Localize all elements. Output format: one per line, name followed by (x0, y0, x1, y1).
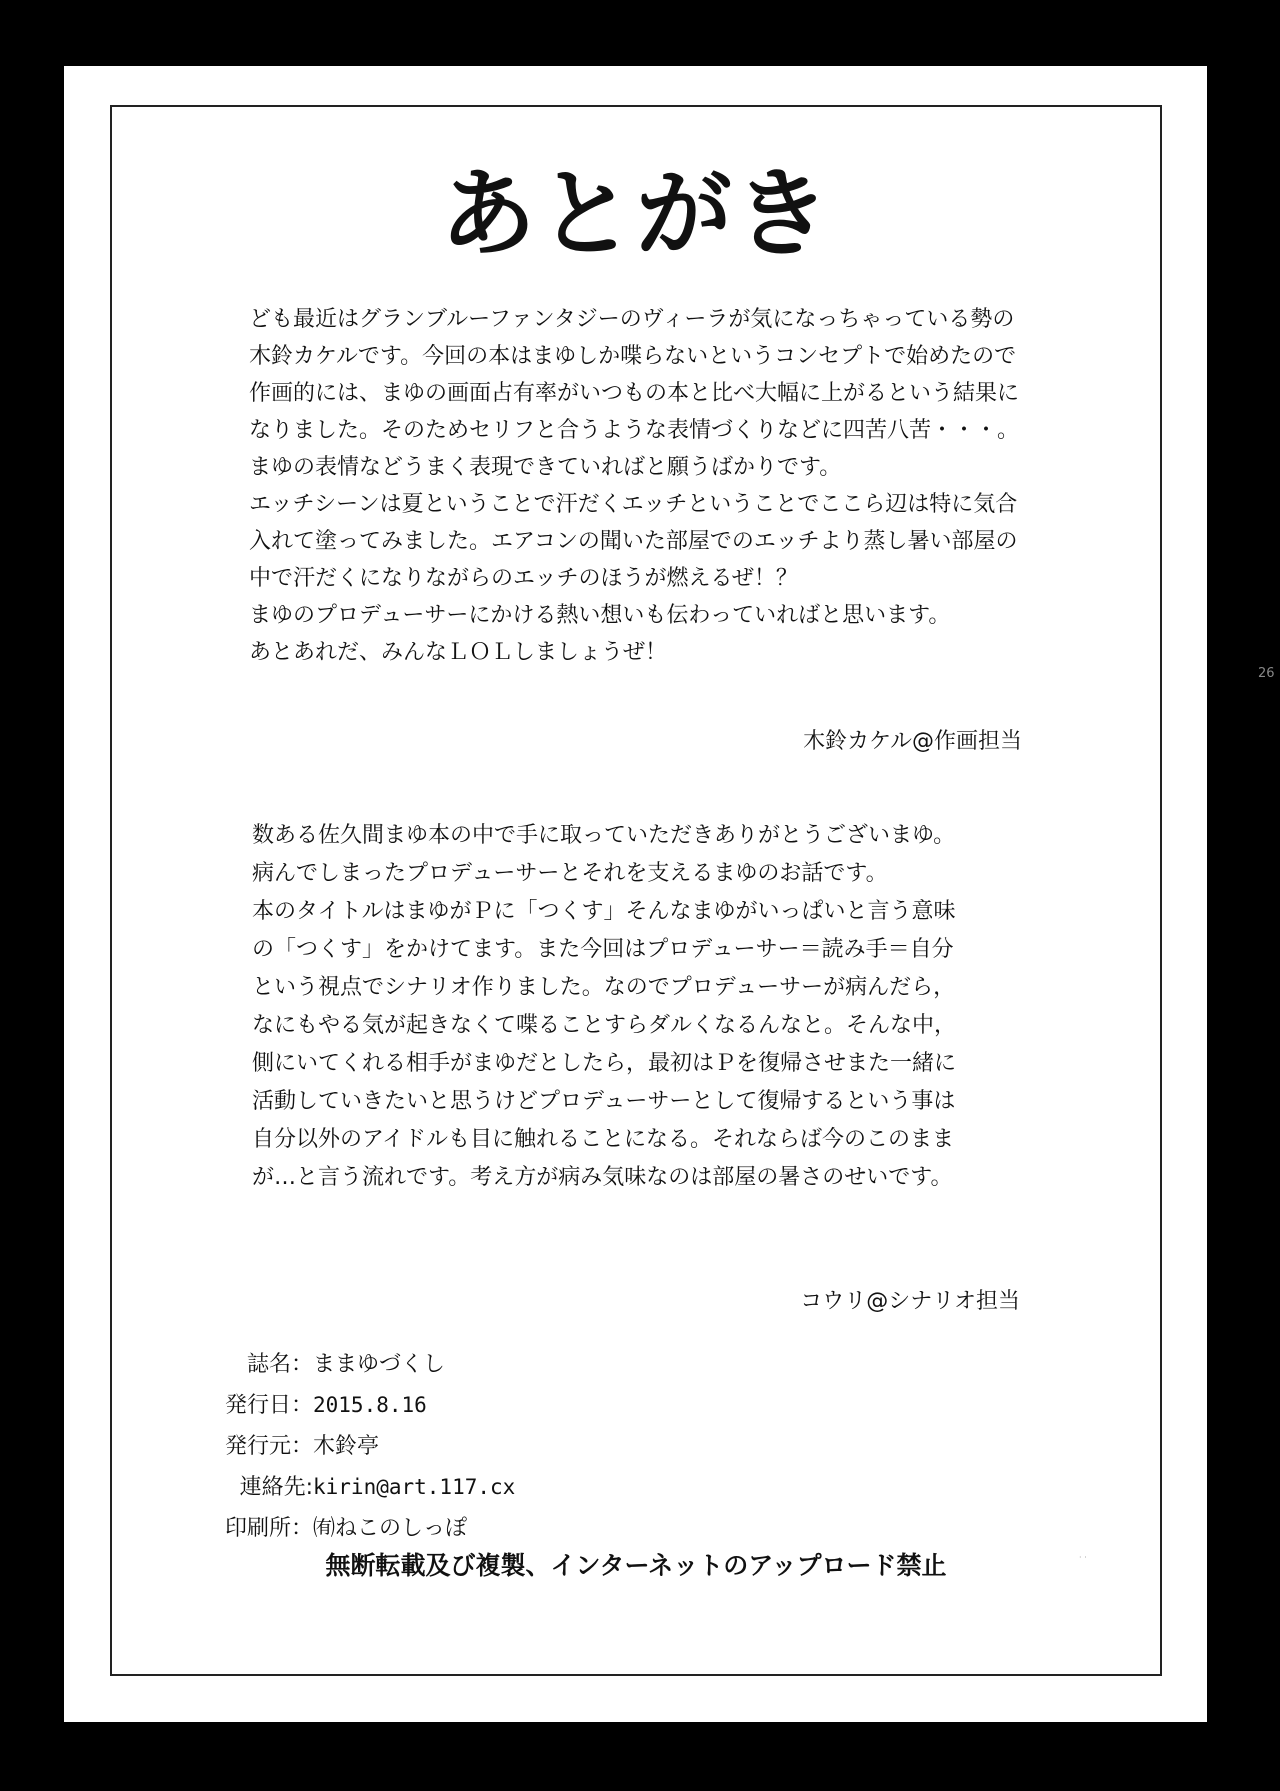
colophon-row-title (223, 1344, 515, 1385)
text-line: 側にいてくれる相手がまゆだとしたら，最初はＰを復帰させまた一緒に (252, 1051, 957, 1076)
text-line: の「つくす」をかけてます。また今回はプロデューサー＝読み手＝自分 (252, 937, 954, 962)
colophon-value: 2015.8.16 (313, 1393, 427, 1417)
colophon-value: ままゆづくし (313, 1352, 446, 1377)
colophon-label: 発行日： (224, 1393, 313, 1418)
art-signature: 木鈴カケル@作画担当 (803, 729, 1022, 754)
afterword-scenario-text (252, 817, 956, 1197)
text-line: 数ある佐久間まゆ本の中で手に取っていただきありがとうございまゆ。 (252, 823, 956, 848)
colophon-row-contact (223, 1467, 515, 1508)
text-line: 木鈴カケルです。今回の本はまゆしか喋らないというコンセプトで始めたので (249, 344, 1017, 369)
print-specks: · · (1079, 1553, 1087, 1562)
text-line: あとあれだ、みんなＬＯＬしましょうぜ！ (249, 640, 668, 665)
page-sheet (64, 66, 1207, 1722)
colophon-label: 発行元： (224, 1434, 313, 1459)
colophon (223, 1344, 515, 1549)
text-line: なにもやる気が起きなくて喋ることすらダルくなるんなと。そんな中， (252, 1013, 957, 1038)
colophon-row-publisher (223, 1426, 515, 1467)
afterword-art-text (249, 301, 1019, 671)
colophon-label: 誌名： (246, 1352, 313, 1377)
colophon-value: ㈲ねこのしっぽ (313, 1516, 468, 1541)
colophon-value: kirin@art.117.cx (313, 1475, 516, 1499)
text-line: ども最近はグランブルーファンタジーのヴィーラが気になっちゃっている勢の (249, 307, 1015, 332)
text-line: まゆの表情などうまく表現できていればと願うばかりです。 (249, 455, 842, 480)
text-line: 入れて塗ってみました。エアコンの聞いた部屋でのエッチより蒸し暑い部屋の (249, 529, 1018, 554)
text-line: エッチシーンは夏ということで汗だくエッチということでここら辺は特に気合 (249, 492, 1018, 517)
text-line: 活動していきたいと思うけどプロデューサーとして復帰するという事は (252, 1089, 956, 1114)
text-line: 自分以外のアイドルも目に触れることになる。それならば今のこのまま (252, 1127, 955, 1152)
page-frame (110, 105, 1162, 1676)
colophon-label: 印刷所： (224, 1516, 313, 1541)
colophon-row-date (223, 1385, 515, 1426)
page-title: あとがき (440, 158, 832, 270)
text-line: なりました。そのためセリフと合うような表情づくりなどに四苦八苦・・・。 (249, 418, 1020, 443)
text-line: 本のタイトルはまゆがＰに「つくす」そんなまゆがいっぱいと言う意味 (252, 899, 956, 924)
text-line: 作画的には、まゆの画面占有率がいつもの本と比べ大幅に上がるという結果に (249, 381, 1020, 406)
page-number: 26 (1258, 666, 1275, 681)
text-line: が…と言う流れです。考え方が病み気味なのは部屋の暑さのせいです。 (252, 1165, 953, 1190)
text-line: という視点でシナリオ作りました。なのでプロデューサーが病んだら， (252, 975, 956, 1000)
text-line: 病んでしまったプロデューサーとそれを支えるまゆのお話です。 (252, 861, 888, 886)
text-line: まゆのプロデューサーにかける熱い想いも伝わっていればと思います。 (249, 603, 951, 628)
colophon-value: 木鈴亭 (313, 1434, 380, 1459)
colophon-row-printer (223, 1508, 515, 1549)
colophon-label: 連絡先: (239, 1475, 313, 1500)
copyright-notice: 無断転載及び複製、インターネットのアップロード禁止 (325, 1551, 947, 1580)
scenario-signature: コウリ@シナリオ担当 (800, 1289, 1020, 1314)
text-line: 中で汗だくになりながらのエッチのほうが燃えるぜ！？ (249, 566, 798, 591)
